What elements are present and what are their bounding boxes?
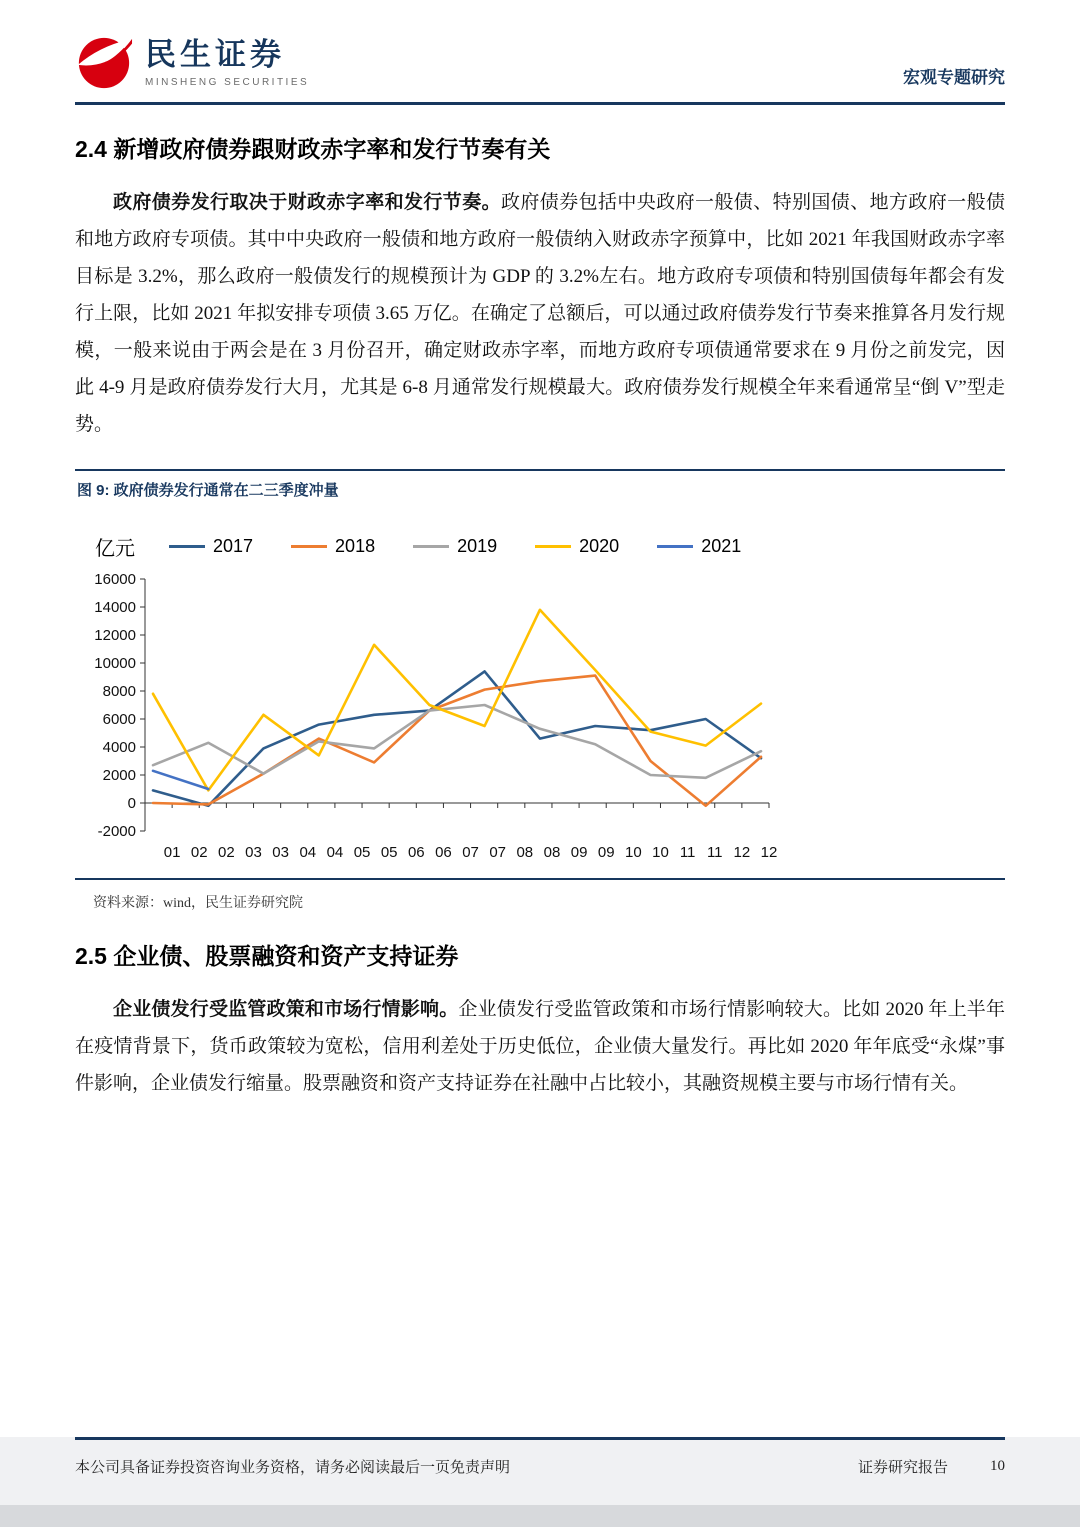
figure9 [75, 469, 1005, 912]
svg-text:14000: 14000 [94, 599, 136, 617]
series-lines [153, 610, 761, 806]
footer-report-label: 证券研究报告 [857, 1460, 948, 1476]
svg-text:04: 04 [299, 844, 317, 862]
svg-text:09: 09 [597, 844, 615, 862]
logo-text [145, 38, 309, 88]
section-2-4-title: 2.4 新增政府债券跟财政赤字率和发行节奏有关 [75, 136, 551, 162]
legend-label-2021: 2021 [701, 536, 742, 557]
section-2-4-body-text: 政府债券包括中央政府一般债、特别国债、地方政府一般债和地方政府专项债。其中中央政府一般债和地方政府一般债纳入财政赤字预算中，比如 2021 年我国财政赤字率目标是 3.2%，那么政府一般债发行的规模预计为 GDP 的 3.2%左右。地方政府专项债和特别国债每年都会有发行上限，比如 2021 年拟安排专项债 3.65 万亿。在确定了总额后，可以通过政府债券发行节奏来推算各月发行规模，一般来说由于两会是在 3 月份召开，确定财政赤字率，而地方政府专项债通常要求在 9 月份之前发完，因此 4-9 月是政府债券发行大月，尤其是 6-8 月通常发行规模最大。政府债券发行规模全年来看通常呈“倒 V”型走势。 [75, 192, 1005, 436]
svg-text:10000: 10000 [94, 655, 136, 673]
svg-text:02: 02 [218, 844, 235, 862]
svg-text:8000: 8000 [102, 683, 136, 701]
legend-swatch-2019 [413, 545, 449, 548]
legend-label-2018: 2018 [335, 536, 376, 557]
footer-bar [0, 1437, 1080, 1505]
svg-text:08: 08 [543, 844, 561, 862]
svg-text:02: 02 [190, 844, 208, 862]
chart-legend [169, 536, 741, 557]
page-header [75, 0, 1005, 105]
section-2-4-lead-bold: 政府债券发行取决于财政赤字率和发行节奏。 [113, 192, 501, 213]
y-axis [94, 571, 145, 840]
figure9-legend-row [95, 532, 1005, 561]
svg-text:04: 04 [326, 844, 344, 862]
svg-text:08: 08 [516, 844, 534, 862]
svg-text:07: 07 [462, 844, 479, 862]
svg-text:16000: 16000 [94, 571, 136, 589]
figure9-line-chart [75, 565, 799, 867]
svg-text:11: 11 [679, 844, 696, 862]
logo-name-en: MINSHENG SECURITIES [145, 77, 310, 89]
footer-bottom-band [0, 1505, 1080, 1527]
svg-text:11: 11 [706, 844, 723, 862]
legend-swatch-2021 [657, 545, 693, 548]
legend-label-2019: 2019 [457, 536, 498, 557]
svg-text:6000: 6000 [102, 711, 136, 729]
legend-item-2017 [169, 536, 253, 557]
svg-text:05: 05 [380, 844, 398, 862]
svg-text:0: 0 [127, 795, 136, 813]
figure9-caption: 图 9: 政府债券发行通常在二三季度冲量 [77, 482, 339, 500]
svg-text:07: 07 [489, 844, 507, 862]
svg-text:10: 10 [625, 844, 642, 862]
section-2-4-paragraph [75, 184, 1005, 443]
x-axis [145, 803, 777, 861]
chart-unit-label: 亿元 [95, 538, 135, 561]
company-logo [75, 34, 309, 92]
legend-swatch-2018 [291, 545, 327, 548]
footer-disclaimer: 本公司具备证券投资咨询业务资格，请务必阅读最后一页免责声明 [75, 1460, 511, 1476]
legend-swatch-2020 [535, 545, 571, 548]
legend-item-2021 [657, 536, 741, 557]
page-footer [0, 1437, 1080, 1527]
svg-text:06: 06 [435, 844, 452, 862]
section-2-5-lead-bold: 企业债发行受监管政策和市场行情影响。 [113, 999, 459, 1021]
figure9-caption-row [75, 469, 1005, 502]
minsheng-logo-icon [75, 34, 133, 92]
svg-text:2000: 2000 [102, 767, 136, 785]
svg-text:03: 03 [245, 844, 262, 862]
legend-item-2018 [291, 536, 375, 557]
svg-text:09: 09 [570, 844, 588, 862]
legend-label-2017: 2017 [213, 536, 254, 557]
svg-text:03: 03 [272, 844, 289, 862]
figure9-source: 资料来源：wind，民生证券研究院 [93, 896, 303, 912]
svg-text:01: 01 [163, 844, 181, 862]
svg-text:4000: 4000 [102, 739, 136, 757]
report-type-label: 宏观专题研究 [903, 68, 1005, 87]
legend-label-2020: 2020 [579, 536, 620, 557]
legend-item-2019 [413, 536, 497, 557]
section-2-5-title: 2.5 企业债、股票融资和资产支持证券 [75, 943, 459, 970]
svg-text:12: 12 [760, 844, 778, 862]
legend-swatch-2017 [169, 545, 205, 548]
logo-name-cn: 民生证券 [145, 36, 285, 72]
legend-item-2020 [535, 536, 619, 557]
figure9-bottom-rule [75, 878, 1005, 880]
svg-text:10: 10 [652, 844, 669, 862]
figure9-chart-wrap [75, 565, 1005, 872]
page-number: 10 [990, 1458, 1005, 1474]
svg-text:12000: 12000 [94, 627, 136, 645]
section-2-5-body-text: 企业债发行受监管政策和市场行情影响较大。比如 2020 年上半年在疫情背景下，货币政策较为宽松，信用利差处于历史低位，企业债大量发行。再比如 2020 年年底受“永煤”事件影响，企业债发行缩量。股票融资和资产支持证券在社融中占比较小，其融资规模主要与市场行情有关。 [75, 999, 1005, 1095]
section-2-5-paragraph [75, 991, 1005, 1102]
svg-text:06: 06 [407, 844, 425, 862]
svg-text:12: 12 [733, 844, 751, 862]
svg-text:05: 05 [353, 844, 371, 862]
svg-text:-2000: -2000 [97, 823, 136, 841]
